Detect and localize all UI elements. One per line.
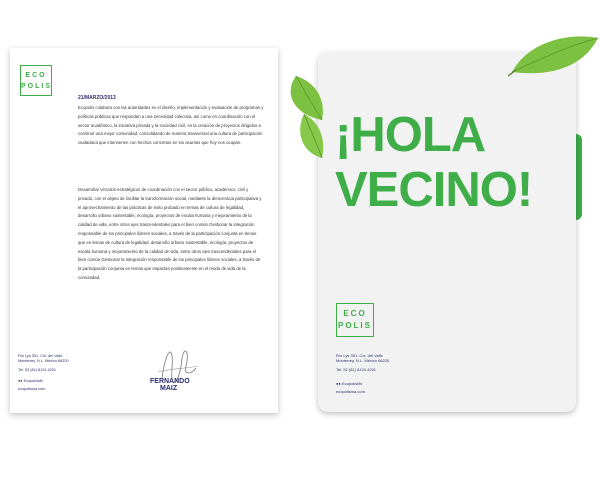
leaf-left-lower-icon <box>296 112 326 160</box>
signature-first: FERNANDO <box>150 378 190 385</box>
social-icon: ●● <box>18 379 23 383</box>
ecopolis-logo <box>20 65 52 96</box>
headline-line-2: VECINO! <box>335 163 533 217</box>
folder-social <box>336 381 362 386</box>
social-handle: EcopolisMx <box>341 381 363 386</box>
letter-date: 21/MARZO/2013 <box>78 95 116 101</box>
social-icon: ●● <box>336 381 341 386</box>
address-line-1: Río Lys 351, Col. del Valle <box>336 353 383 358</box>
letter-paragraph-1: Ecopolis colabora con las autoridades en el diseño, implementación y evaluación de programas y políticas públicas que respondan a una necesidad colectiva, así como en coordinación con el sector académico, la iniciativa privada y la sociedad civil, en la creación de proyectos dirigidos a construir una mejor comunidad, consolidando de manera transversal una cultura de participación ciudadana que intervienen con hechos concretos en los asuntos que hoy nos ocupan. <box>78 105 264 146</box>
address-line-2: Monterrey, N.L. México 66220 <box>18 359 69 364</box>
folder-address <box>336 353 389 363</box>
leaf-top-right-icon <box>508 32 600 84</box>
logo-eco: ECO <box>343 309 367 318</box>
signature-last: MAIZ <box>160 385 178 392</box>
letterhead-page <box>10 48 278 413</box>
letter-tel: Tel. 52 (81) 8124 4201 <box>18 368 56 372</box>
logo-polis: POLIS <box>21 83 53 90</box>
logo-eco: ECO <box>25 72 47 79</box>
folder-tel: Tel. 52 (81) 8124 4201 <box>336 367 377 372</box>
folder-logo <box>336 303 374 337</box>
address-line-2: Monterrey, N.L. México 66220 <box>336 358 390 364</box>
letter-website: ecopolisma.com <box>18 387 46 391</box>
letter-address <box>18 354 69 364</box>
letter-social <box>18 379 43 384</box>
presentation-folder <box>318 52 576 412</box>
letter-paragraph-2: Desarrollar vínculos estratégicos de coordinación con el sector público, académico, civil y privado, con el objeto de facilitar la transformación social, mediante la democracia participativa y el aprovechamiento de las prácticas de éxito probado en temas de cultura de legalidad, desarrollo urbano sustentable, ecología, proyectos de escala humana y mejoramiento de la calidad de vida, entre otros ejes trascendentales para el bien común.Gestionar la integración responsable de los principales líderes sociales, a través de la participación conjunta en temas que en temas de cultura de legalidad, desarrollo urbano sustentable, ecología, proyectos de escala humana y mejoramiento de la calidad de vida, entre otros ejes trascendentales para el bien común.Gestionar la integración responsable de los principales líderes sociales, a través de la participación conjunta en temas que impactan positivamente en el modo de vida de la comunidad. <box>78 187 262 280</box>
folder-headline <box>335 108 532 218</box>
address-line-1: Río Lys 351, Col. del Valle <box>18 354 63 358</box>
social-handle: EcopolisMx <box>23 379 44 383</box>
headline-line-1: ¡HOLA <box>335 108 486 162</box>
folder-website: ecopolisma.com <box>336 389 365 394</box>
signature-name <box>150 378 190 392</box>
logo-polis: POLIS <box>337 321 372 330</box>
